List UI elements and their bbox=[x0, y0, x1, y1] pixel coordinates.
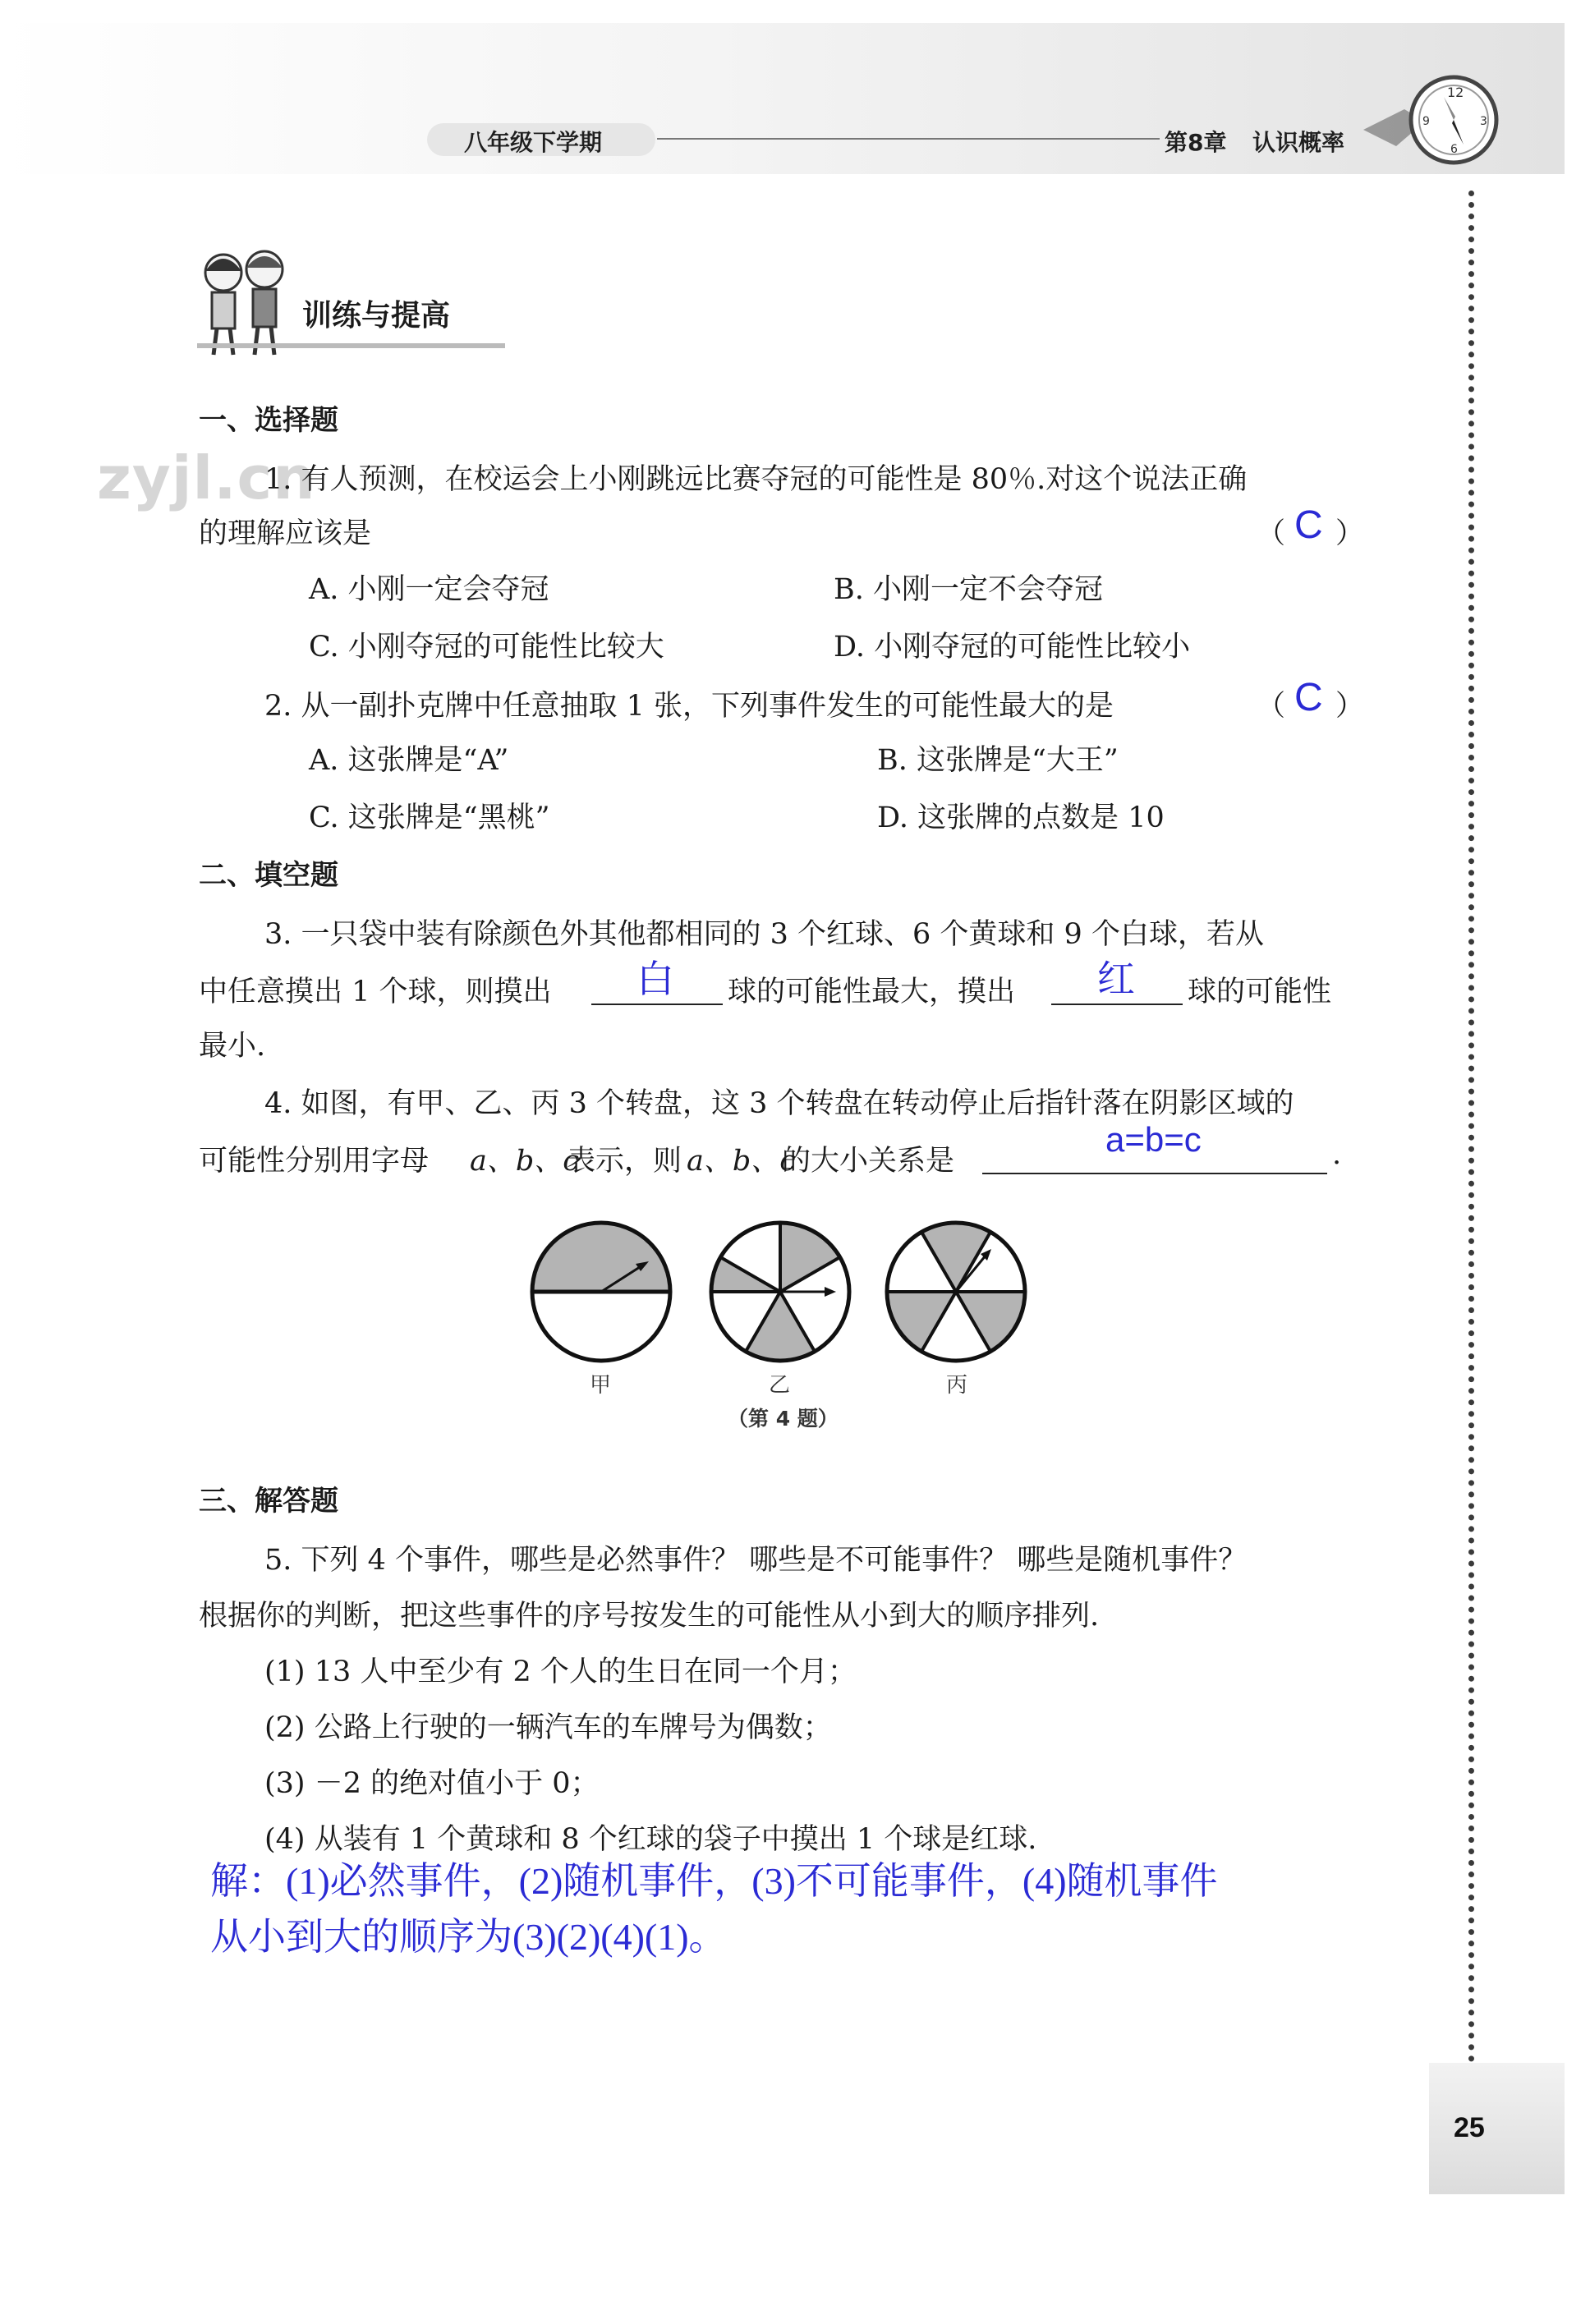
header-chapter-title: 认识概率 bbox=[1252, 129, 1345, 156]
q4-line2-b: 表示，则 bbox=[567, 1145, 682, 1178]
page-number-box bbox=[1429, 2063, 1565, 2194]
q2-option-d: D. 这张牌的点数是 10 bbox=[877, 801, 1165, 834]
q1-paren-open: （ bbox=[1257, 517, 1286, 550]
q1-line1: 1. 有人预测，在校运会上小刚跳远比赛夺冠的可能性是 80％.对这个说法正确 bbox=[264, 463, 1248, 496]
spinner-label-yi: 乙 bbox=[769, 1373, 791, 1398]
q4-line2-a: 可能性分别用字母 bbox=[199, 1145, 430, 1178]
q3-line2-a: 中任意摸出 1 个球，则摸出 bbox=[199, 976, 552, 1008]
q1-option-a: A. 小刚一定会夺冠 bbox=[309, 573, 549, 606]
q1-option-c: C. 小刚夺冠的可能性比较大 bbox=[309, 631, 664, 664]
watermark: zyjl.cn bbox=[97, 443, 316, 512]
q4-vars-2: a、b、c bbox=[687, 1145, 796, 1178]
q5-item-2: (2) 公路上行驶的一辆汽车的车牌号为偶数； bbox=[264, 1711, 832, 1744]
q2-paren-open: （ bbox=[1257, 690, 1286, 723]
spinner-label-jia: 甲 bbox=[590, 1373, 612, 1398]
q4-line1: 4. 如图，有甲、乙、丙 3 个转盘，这 3 个转盘在转动停止后指针落在阴影区域的 bbox=[264, 1087, 1294, 1120]
svg-text:3: 3 bbox=[1480, 115, 1487, 128]
q1-paren-close: ） bbox=[1335, 517, 1365, 550]
spinner-jia bbox=[529, 1219, 673, 1364]
q3-blank-2[interactable] bbox=[1051, 1004, 1183, 1005]
q4-blank[interactable] bbox=[982, 1173, 1327, 1174]
q4-line2-c: 的大小关系是 bbox=[782, 1145, 955, 1178]
q2-option-b: B. 这张牌是“大王” bbox=[877, 744, 1119, 777]
q5-solution-line1: 解：(1)必然事件，(2)随机事件，(3)不可能事件，(4)随机事件 bbox=[210, 1860, 1218, 1902]
compass-icon bbox=[1347, 64, 1511, 179]
q3-line1: 3. 一只袋中装有除颜色外其他都相同的 3 个红球、6 个黄球和 9 个白球，若从 bbox=[264, 918, 1264, 951]
q1-option-b: B. 小刚一定不会夺冠 bbox=[834, 573, 1103, 606]
q2-option-a: A. 这张牌是“A” bbox=[309, 744, 509, 777]
section-heading-fill: 二、填空题 bbox=[199, 859, 338, 892]
q2-answer: C bbox=[1294, 676, 1323, 719]
section-heading-answer: 三、解答题 bbox=[199, 1485, 338, 1518]
q4-line2-end: . bbox=[1332, 1138, 1342, 1171]
q1-answer: C bbox=[1294, 503, 1323, 547]
q1-option-d: D. 小刚夺冠的可能性比较小 bbox=[834, 631, 1191, 664]
q3-line2-c: 球的可能性 bbox=[1188, 976, 1332, 1008]
q2-paren-close: ） bbox=[1335, 690, 1365, 723]
q4-answer: a=b=c bbox=[1105, 1120, 1202, 1159]
q3-answer-1: 白 bbox=[636, 958, 674, 1000]
q5-item-3: (3) －2 的绝对值小于 0； bbox=[264, 1767, 600, 1800]
svg-text:12: 12 bbox=[1447, 85, 1464, 100]
q3-line3: 最小. bbox=[199, 1030, 266, 1063]
section-banner-title: 训练与提高 bbox=[302, 299, 451, 333]
page-number: 25 bbox=[1454, 2112, 1485, 2143]
q5-line1: 5. 下列 4 个事件，哪些是必然事件？ 哪些是不可能事件？ 哪些是随机事件？ bbox=[264, 1544, 1248, 1577]
q3-blank-1[interactable] bbox=[591, 1004, 723, 1005]
svg-text:6: 6 bbox=[1450, 143, 1458, 156]
header-rule bbox=[657, 138, 1160, 140]
spinner-label-bing: 丙 bbox=[946, 1373, 968, 1398]
figure-caption: （第 4 题） bbox=[728, 1407, 839, 1431]
q5-solution-line2: 从小到大的顺序为(3)(2)(4)(1)。 bbox=[210, 1916, 727, 1958]
q5-item-4: (4) 从装有 1 个黄球和 8 个红球的袋子中摸出 1 个球是红球. bbox=[264, 1823, 1037, 1856]
header-chapter: 第8章 bbox=[1165, 129, 1227, 156]
spinner-yi bbox=[708, 1219, 852, 1364]
q5-line2: 根据你的判断，把这些事件的序号按发生的可能性从小到大的顺序排列. bbox=[199, 1600, 1100, 1633]
q2-option-c: C. 这张牌是“黑桃” bbox=[309, 801, 550, 834]
section-heading-choice: 一、选择题 bbox=[199, 404, 338, 437]
q3-answer-2: 红 bbox=[1097, 958, 1135, 1000]
q1-line2: 的理解应该是 bbox=[199, 517, 372, 550]
q5-item-1: (1) 13 人中至少有 2 个人的生日在同一个月； bbox=[264, 1656, 857, 1688]
q4-vars-1: a、b、c bbox=[470, 1145, 579, 1178]
section-banner-bar bbox=[197, 343, 505, 348]
svg-text:9: 9 bbox=[1422, 115, 1430, 128]
spinner-bing bbox=[884, 1219, 1028, 1364]
margin-dotted-rule bbox=[1468, 191, 1474, 2063]
q3-line2-b: 球的可能性最大，摸出 bbox=[728, 976, 1016, 1008]
q2-line1: 2. 从一副扑克牌中任意抽取 1 张，下列事件发生的可能性最大的是 bbox=[264, 690, 1114, 723]
header-grade: 八年级下学期 bbox=[464, 129, 603, 156]
